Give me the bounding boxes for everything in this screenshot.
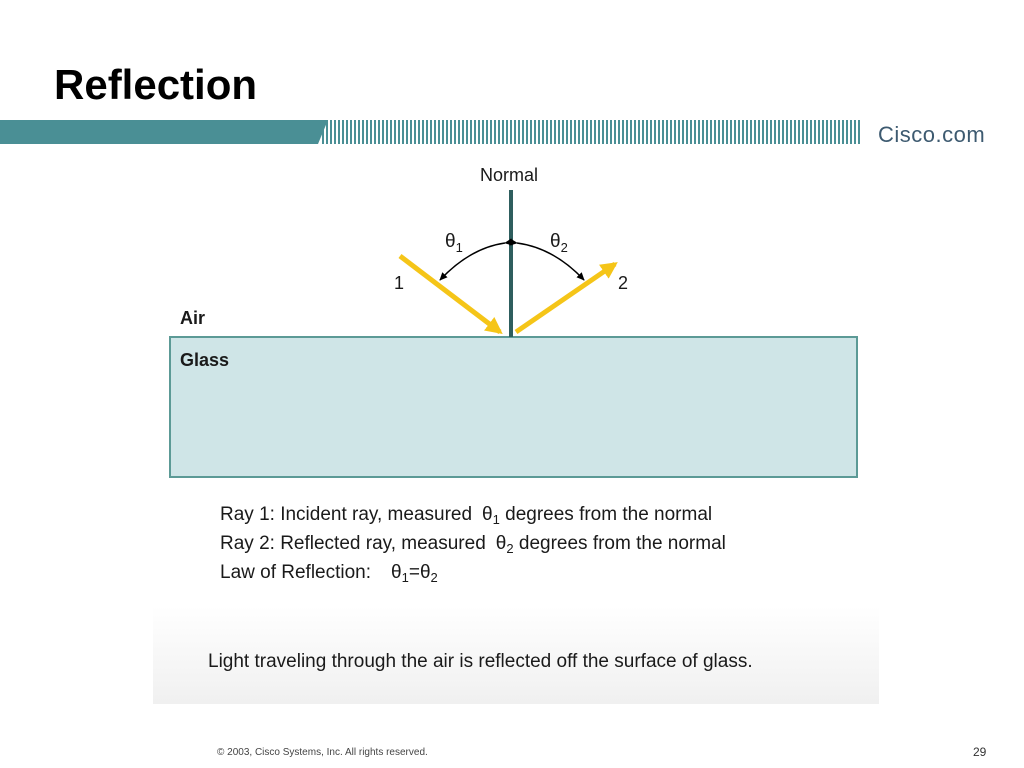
caption-line3-text: Law of Reflection:	[220, 562, 372, 583]
caption-line2-post: degrees from the normal	[518, 533, 726, 554]
caption-lines	[220, 500, 726, 587]
caption-line1-sub: 1	[492, 512, 500, 527]
caption-line2-sub: 2	[506, 541, 514, 556]
page-number: 29	[973, 745, 987, 759]
caption-line2-theta: θ	[495, 533, 507, 554]
caption-line3-equals: =	[408, 562, 420, 583]
caption-line-ray1	[220, 500, 726, 529]
incident-ray	[400, 256, 500, 332]
caption-line-ray2	[220, 529, 726, 558]
glass-label: Glass	[180, 350, 230, 370]
brand-logo-text: Cisco.com	[878, 122, 986, 147]
caption-line2-text: Ray 2: Reflected ray, measured	[220, 533, 486, 554]
caption-line-law	[220, 558, 726, 587]
slide-title: Reflection	[54, 61, 258, 108]
note-text: Light traveling through the air is reflected off the surface of glass.	[208, 651, 753, 672]
caption-line3-sub-a: 1	[401, 570, 409, 585]
air-label: Air	[180, 308, 206, 328]
caption-line3-theta-a: θ	[391, 562, 402, 583]
caption-line3-sub-b: 2	[430, 570, 438, 585]
caption-line3-theta-b: θ	[419, 562, 431, 583]
copyright-footer: © 2003, Cisco Systems, Inc. All rights reserved.	[217, 747, 428, 758]
caption-line1-text: Ray 1: Incident ray, measured	[220, 504, 473, 525]
ray2-label: 2	[618, 273, 629, 293]
caption-line1-theta: θ	[482, 504, 493, 525]
theta1-label: $\theta_1$	[445, 231, 463, 255]
normal-label: Normal	[479, 165, 539, 185]
glass-block	[170, 337, 857, 477]
reflected-ray	[516, 264, 615, 332]
caption-line1-post: degrees from the normal	[505, 504, 713, 525]
ray1-label: 1	[394, 273, 405, 293]
theta2-label: $\theta_2$	[550, 231, 568, 255]
